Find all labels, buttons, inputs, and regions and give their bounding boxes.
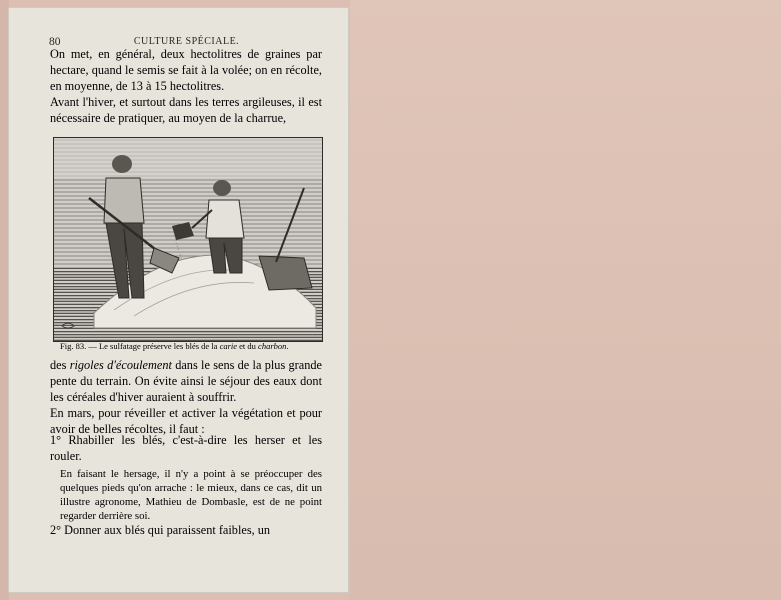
running-head: CULTURE SPÉCIALE. [133,36,240,47]
drainage-post: dans le sens de la plus grande pente du terrain. On évite ainsi le séjour des eaux dont les céréales d'hiver auraient à souffrir. [50,358,322,404]
engraving-sulfatage-scene [54,138,322,341]
paragraph-step-1: 1° Rhabiller les blés, c'est-à-dire les herser et les rouler. [50,433,322,463]
paragraph-step-2: 2° Donner aux blés qui paraissent faibles, un [50,523,271,537]
caption-carie: carie [219,341,238,351]
paragraph-march: En mars, pour réveiller et activer la végétation et pour avoir de belles récoltes, il faut : [50,406,322,436]
paragraph-drainage [50,357,322,405]
page-number: 80 [49,36,61,48]
paragraph-winter: Avant l'hiver, et surtout dans les terres argileuses, il est nécessaire de pratiquer, au moyen de la charrue, [50,95,322,125]
mounting-board [350,0,781,600]
engraving-illustration [53,137,323,342]
caption-suffix: . [286,341,289,351]
paragraph-sowing: On met, en général, deux hectolitres de graines par hectare, quand le semis se fait à la volée; on en récolte, en moyenne, de 13 à 15 hectolitres. [50,47,322,93]
drainage-pre: des [50,358,70,372]
caption-mid: et du [237,341,259,351]
figure-caption [60,341,322,351]
caption-charbon: charbon [258,341,287,351]
drainage-term: rigoles d'écoulement [69,358,172,372]
caption-prefix: Fig. 83. — Le sulfatage préserve les blés de la [60,341,220,351]
note-harrowing: En faisant le hersage, il n'y a point à se préoccuper des quelques pieds qu'on arrache : le mieux, dans ce cas, dit un illustre agronome, Mathieu de Dombasle, est de ne point regarder derrière soi. [60,468,322,522]
left-margin-strip [0,0,9,600]
